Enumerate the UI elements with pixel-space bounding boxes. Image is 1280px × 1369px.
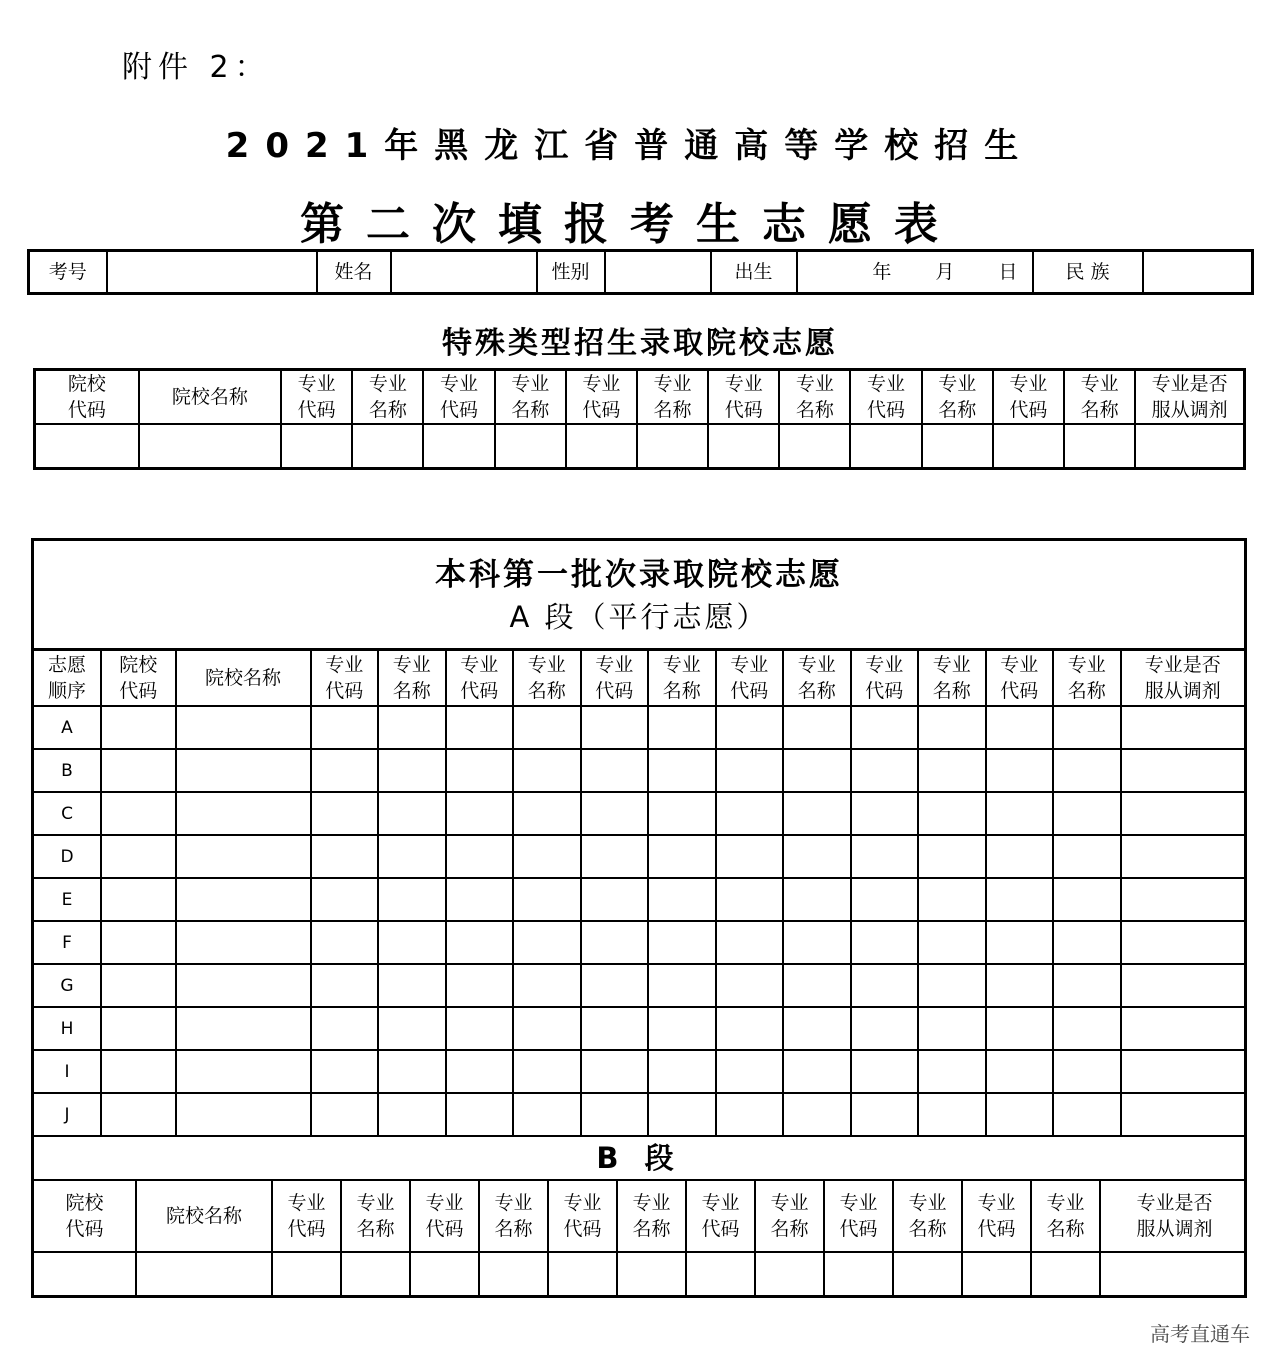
column-header: 专业 名称 [783,650,851,707]
entry-cell[interactable] [893,1252,962,1295]
entry-cell[interactable] [548,1252,617,1295]
entry-cell[interactable] [1053,1093,1121,1136]
entry-cell[interactable] [410,1252,479,1295]
entry-cell[interactable] [378,1007,446,1050]
column-header: 专业是否 服从调剂 [1121,650,1246,707]
attachment-label: 附件 2： [122,50,271,85]
entry-cell[interactable] [378,921,446,964]
choice-order-label: J [33,1093,102,1136]
entry-cell[interactable] [513,921,581,964]
day-label: 日 [998,261,1018,283]
entry-cell[interactable] [851,749,919,792]
entry-cell[interactable] [716,964,784,1007]
entry-cell[interactable] [101,964,176,1007]
column-header: 专业 代码 [281,370,352,425]
entry-cell[interactable] [423,424,494,469]
entry-cell[interactable] [581,749,649,792]
choice-order-label: A [33,706,102,749]
entry-cell[interactable] [918,835,986,878]
segment-b-table [34,1181,1246,1295]
entry-cell[interactable] [446,1093,514,1136]
entry-cell[interactable] [378,1093,446,1136]
entry-cell[interactable] [35,424,139,469]
entry-cell[interactable] [986,835,1054,878]
segment-a-title: A 段（平行志愿） [509,599,769,634]
entry-cell[interactable] [101,921,176,964]
entry-cell[interactable] [1121,1093,1246,1136]
gender-label: 性别 [537,251,605,294]
entry-cell[interactable] [311,1007,379,1050]
column-header: 专业 名称 [495,370,566,425]
entry-cell[interactable] [513,792,581,835]
entry-cell[interactable] [176,706,311,749]
entry-cell[interactable] [101,706,176,749]
entry-cell[interactable] [311,706,379,749]
segment-b-container [33,1180,1246,1297]
entry-cell[interactable] [918,706,986,749]
entry-cell[interactable] [783,1093,851,1136]
entry-cell[interactable] [962,1252,1031,1295]
entry-cell[interactable] [311,921,379,964]
entry-cell[interactable] [986,792,1054,835]
entry-cell[interactable] [513,749,581,792]
entry-cell[interactable] [446,706,514,749]
entry-cell[interactable] [637,424,708,469]
entry-cell[interactable] [686,1252,755,1295]
entry-cell[interactable] [708,424,779,469]
column-header: 院校名称 [176,650,311,707]
column-header: 专业 名称 [893,1181,962,1252]
segment-b-header-row [34,1181,1246,1252]
entry-cell[interactable] [513,1007,581,1050]
entry-cell[interactable] [783,878,851,921]
entry-cell[interactable] [918,1093,986,1136]
entry-cell[interactable] [581,964,649,1007]
entry-cell[interactable] [581,1050,649,1093]
entry-cell[interactable] [783,964,851,1007]
entry-cell[interactable] [378,835,446,878]
entry-cell[interactable] [101,1050,176,1093]
entry-cell[interactable] [1121,706,1246,749]
entry-cell[interactable] [101,878,176,921]
entry-cell[interactable] [648,792,716,835]
entry-cell[interactable] [311,964,379,1007]
entry-cell[interactable] [1053,878,1121,921]
entry-cell[interactable] [1121,1007,1246,1050]
entry-cell[interactable] [986,964,1054,1007]
column-header: 院校 代码 [101,650,176,707]
entry-cell[interactable] [783,706,851,749]
entry-cell[interactable] [716,1093,784,1136]
special-admission-table [33,368,1246,470]
entry-cell[interactable] [648,749,716,792]
entry-cell[interactable] [986,878,1054,921]
entry-cell[interactable] [513,878,581,921]
entry-cell[interactable] [513,835,581,878]
table-row [33,792,1246,835]
entry-cell[interactable] [851,1093,919,1136]
birth-date-field[interactable] [797,251,1033,294]
entry-cell[interactable] [716,835,784,878]
choice-order-label: E [33,878,102,921]
entry-cell[interactable] [1100,1252,1246,1295]
choice-order-label: H [33,1007,102,1050]
entry-cell[interactable] [101,1007,176,1050]
entry-cell[interactable] [648,706,716,749]
choice-order-label: B [33,749,102,792]
entry-cell[interactable] [922,424,993,469]
entry-cell[interactable] [648,964,716,1007]
entry-cell[interactable] [176,1050,311,1093]
entry-cell[interactable] [648,921,716,964]
entry-cell[interactable] [1031,1252,1100,1295]
entry-cell[interactable] [617,1252,686,1295]
entry-cell[interactable] [581,706,649,749]
column-header: 专业 名称 [637,370,708,425]
entry-cell[interactable] [139,424,281,469]
birth-label: 出生 [711,251,797,294]
entry-cell[interactable] [648,1093,716,1136]
column-header: 专业 代码 [993,370,1064,425]
entry-cell[interactable] [176,1093,311,1136]
entry-cell[interactable] [1053,749,1121,792]
entry-cell[interactable] [1135,424,1244,469]
special-header-row [35,370,1245,425]
entry-cell[interactable] [986,1050,1054,1093]
entry-cell[interactable] [716,878,784,921]
entry-cell[interactable] [311,792,379,835]
entry-cell[interactable] [566,424,637,469]
entry-cell[interactable] [716,792,784,835]
entry-cell[interactable] [993,424,1064,469]
entry-cell[interactable] [311,1050,379,1093]
entry-cell[interactable] [779,424,850,469]
table-row [33,878,1246,921]
entry-cell[interactable] [918,921,986,964]
column-header: 专业 代码 [708,370,779,425]
column-header: 专业 代码 [423,370,494,425]
column-header: 专业 代码 [272,1181,341,1252]
entry-cell[interactable] [986,749,1054,792]
entry-cell[interactable] [755,1252,824,1295]
table-row [33,835,1246,878]
entry-cell[interactable] [1121,835,1246,878]
entry-cell[interactable] [581,1007,649,1050]
exam-no-field[interactable] [107,251,317,294]
entry-cell[interactable] [1053,1050,1121,1093]
entry-cell[interactable] [783,835,851,878]
entry-cell[interactable] [311,1093,379,1136]
entry-cell[interactable] [716,749,784,792]
column-header: 专业 名称 [918,650,986,707]
entry-cell[interactable] [1121,921,1246,964]
entry-cell[interactable] [918,878,986,921]
student-info-table [27,249,1254,295]
entry-cell[interactable] [446,792,514,835]
table-row [33,921,1246,964]
entry-cell[interactable] [311,749,379,792]
entry-cell[interactable] [311,835,379,878]
entry-cell[interactable] [918,1050,986,1093]
column-header: 专业 名称 [1031,1181,1100,1252]
entry-cell[interactable] [986,1093,1054,1136]
entry-cell[interactable] [986,706,1054,749]
column-header: 专业 名称 [617,1181,686,1252]
exam-no-label: 考号 [29,251,107,294]
name-field[interactable] [391,251,537,294]
form-title-line2: 第二次填报考生志愿表 [300,199,960,250]
column-header: 专业 名称 [341,1181,410,1252]
special-section-title: 特殊类型招生录取院校志愿 [442,326,838,361]
entry-cell[interactable] [378,706,446,749]
table-row [33,749,1246,792]
entry-cell[interactable] [783,1050,851,1093]
entry-cell[interactable] [446,921,514,964]
column-header: 专业是否 服从调剂 [1100,1181,1246,1252]
entry-cell[interactable] [176,749,311,792]
column-header: 专业 名称 [513,650,581,707]
entry-cell[interactable] [648,835,716,878]
entry-cell[interactable] [918,749,986,792]
entry-cell[interactable] [1121,878,1246,921]
column-header: 院校 代码 [34,1181,136,1252]
entry-cell[interactable] [716,1007,784,1050]
entry-cell[interactable] [1121,792,1246,835]
entry-cell[interactable] [851,706,919,749]
month-label: 月 [935,261,955,283]
entry-cell[interactable] [850,424,921,469]
entry-cell[interactable] [378,749,446,792]
entry-cell[interactable] [176,964,311,1007]
entry-cell[interactable] [495,424,566,469]
entry-cell[interactable] [986,921,1054,964]
entry-cell[interactable] [783,1007,851,1050]
entry-cell[interactable] [352,424,423,469]
entry-cell[interactable] [716,1050,784,1093]
batch1-header-row [33,650,1246,707]
entry-cell[interactable] [783,921,851,964]
entry-cell[interactable] [446,1050,514,1093]
column-header: 专业 名称 [1064,370,1135,425]
entry-cell[interactable] [176,1007,311,1050]
column-header: 专业 名称 [779,370,850,425]
column-header: 专业 名称 [352,370,423,425]
entry-cell[interactable] [101,835,176,878]
entry-cell[interactable] [648,1050,716,1093]
entry-cell[interactable] [581,1093,649,1136]
entry-cell[interactable] [479,1252,548,1295]
special-input-row [35,424,1245,469]
entry-cell[interactable] [378,878,446,921]
entry-cell[interactable] [446,835,514,878]
entry-cell[interactable] [378,1050,446,1093]
column-header: 专业 代码 [850,370,921,425]
column-header: 专业 代码 [962,1181,1031,1252]
entry-cell[interactable] [716,706,784,749]
column-header: 专业 代码 [686,1181,755,1252]
column-header: 院校 代码 [35,370,139,425]
entry-cell[interactable] [1053,964,1121,1007]
entry-cell[interactable] [851,921,919,964]
entry-cell[interactable] [136,1252,272,1295]
entry-cell[interactable] [783,749,851,792]
entry-cell[interactable] [851,1007,919,1050]
entry-cell[interactable] [176,878,311,921]
choice-order-label: D [33,835,102,878]
year-label: 年 [872,261,892,283]
entry-cell[interactable] [176,835,311,878]
entry-cell[interactable] [581,835,649,878]
choice-order-label: G [33,964,102,1007]
column-header: 志愿 顺序 [33,650,102,707]
ethnicity-field[interactable] [1143,251,1253,294]
entry-cell[interactable] [851,964,919,1007]
table-row [33,1007,1246,1050]
entry-cell[interactable] [783,792,851,835]
entry-cell[interactable] [581,878,649,921]
column-header: 专业 名称 [1053,650,1121,707]
segment-b-input-row [34,1252,1246,1295]
entry-cell[interactable] [378,792,446,835]
entry-cell[interactable] [1053,792,1121,835]
entry-cell[interactable] [1121,1050,1246,1093]
entry-cell[interactable] [1121,964,1246,1007]
column-header: 专业 代码 [548,1181,617,1252]
entry-cell[interactable] [341,1252,410,1295]
column-header: 专业 名称 [755,1181,824,1252]
batch1-banner [33,540,1246,650]
entry-cell[interactable] [378,964,446,1007]
entry-cell[interactable] [101,749,176,792]
batch1-table [31,538,1247,1298]
segment-b-title: B 段 [33,1136,1246,1180]
gender-field[interactable] [605,251,711,294]
table-row [33,1050,1246,1093]
entry-cell[interactable] [918,964,986,1007]
entry-cell[interactable] [716,921,784,964]
column-header: 专业 代码 [311,650,379,707]
batch1-title: 本科第一批次录取院校志愿 [435,556,843,593]
entry-cell[interactable] [513,706,581,749]
entry-cell[interactable] [1053,706,1121,749]
entry-cell[interactable] [176,792,311,835]
entry-cell[interactable] [101,792,176,835]
entry-cell[interactable] [513,1093,581,1136]
entry-cell[interactable] [513,1050,581,1093]
column-header: 专业 代码 [566,370,637,425]
entry-cell[interactable] [1064,424,1135,469]
entry-cell[interactable] [986,1007,1054,1050]
name-label: 姓名 [317,251,391,294]
column-header: 专业 代码 [410,1181,479,1252]
entry-cell[interactable] [101,1093,176,1136]
entry-cell[interactable] [851,835,919,878]
ethnicity-label: 民 族 [1033,251,1143,294]
column-header: 专业是否 服从调剂 [1135,370,1244,425]
entry-cell[interactable] [446,964,514,1007]
choice-order-label: F [33,921,102,964]
entry-cell[interactable] [446,1007,514,1050]
column-header: 专业 名称 [378,650,446,707]
column-header: 专业 代码 [446,650,514,707]
entry-cell[interactable] [1053,835,1121,878]
table-row [33,1093,1246,1136]
form-title-line1: 2021年黑龙江省普通高等学校招生 [225,126,1035,166]
entry-cell[interactable] [34,1252,136,1295]
column-header: 专业 代码 [986,650,1054,707]
entry-cell[interactable] [176,921,311,964]
entry-cell[interactable] [1053,1007,1121,1050]
entry-cell[interactable] [1053,921,1121,964]
entry-cell[interactable] [648,878,716,921]
entry-cell[interactable] [851,792,919,835]
entry-cell[interactable] [918,1007,986,1050]
entry-cell[interactable] [281,424,352,469]
column-header: 专业 名称 [479,1181,548,1252]
column-header: 院校名称 [139,370,281,425]
entry-cell[interactable] [311,878,379,921]
entry-cell[interactable] [1121,749,1246,792]
choice-order-label: I [33,1050,102,1093]
entry-cell[interactable] [851,1050,919,1093]
entry-cell[interactable] [446,749,514,792]
entry-cell[interactable] [851,878,919,921]
entry-cell[interactable] [918,792,986,835]
entry-cell[interactable] [824,1252,893,1295]
choice-order-label: C [33,792,102,835]
column-header: 专业 代码 [716,650,784,707]
column-header: 院校名称 [136,1181,272,1252]
table-row [33,706,1246,749]
watermark: 高考直通车 [1150,1322,1250,1346]
entry-cell[interactable] [446,878,514,921]
entry-cell[interactable] [272,1252,341,1295]
column-header: 专业 代码 [851,650,919,707]
column-header: 专业 代码 [581,650,649,707]
entry-cell[interactable] [513,964,581,1007]
entry-cell[interactable] [648,1007,716,1050]
table-row [33,964,1246,1007]
entry-cell[interactable] [581,792,649,835]
column-header: 专业 名称 [648,650,716,707]
column-header: 专业 代码 [824,1181,893,1252]
entry-cell[interactable] [581,921,649,964]
column-header: 专业 名称 [922,370,993,425]
